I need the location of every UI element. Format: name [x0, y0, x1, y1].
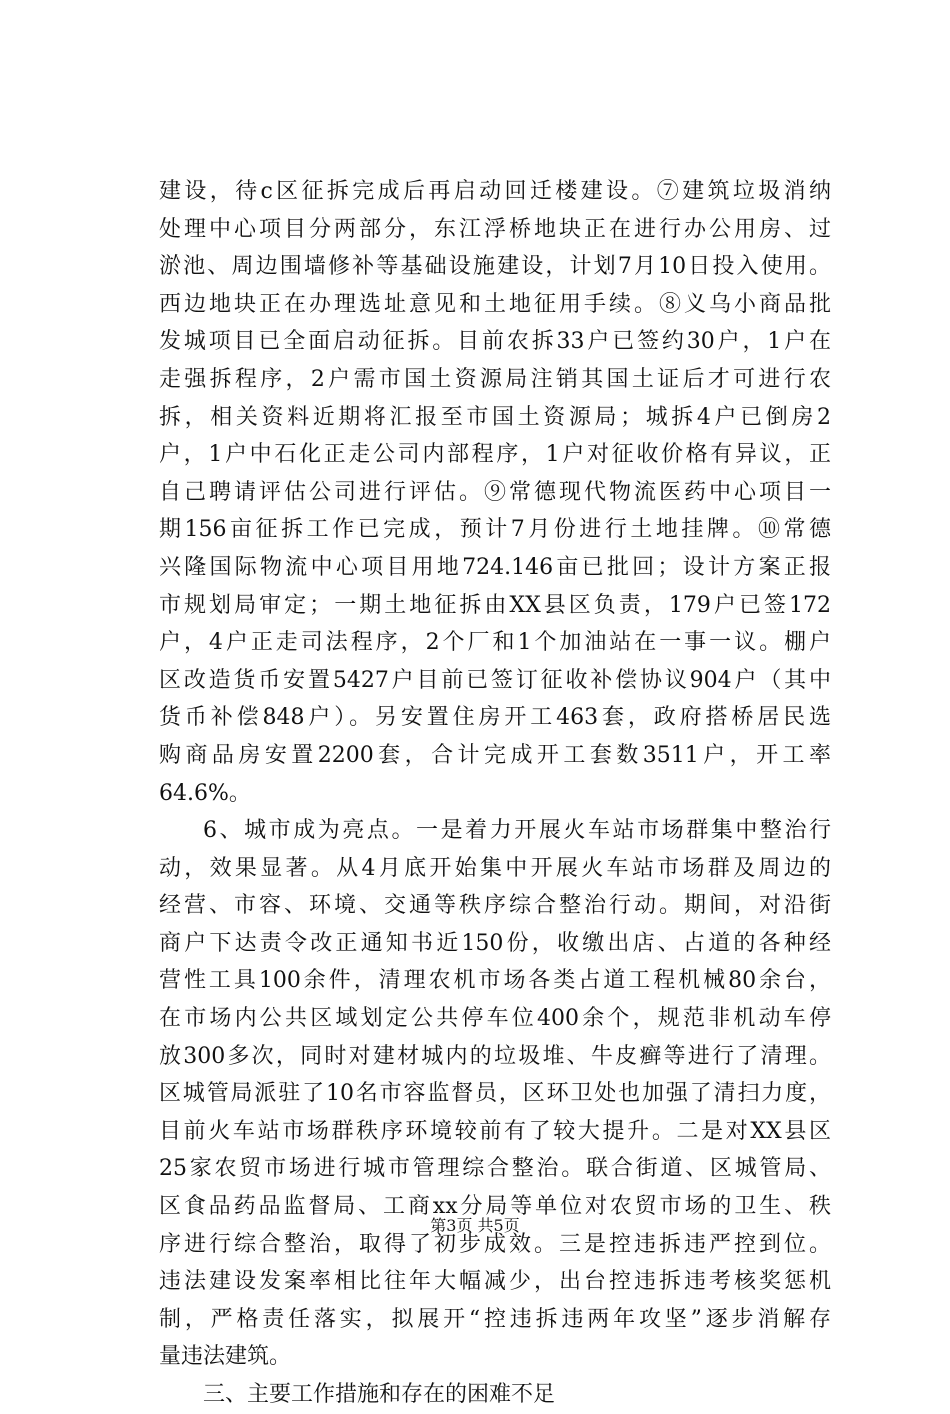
text-line: 三、主要工作措施和存在的困难不足 — [203, 1382, 556, 1407]
text-line: 户，1户中石化正走公司内部程序，1户对征收价格有异议，正 — [159, 442, 831, 468]
text-line: 营性工具100余件，清理农机市场各类占道工程机械80余台， — [159, 968, 831, 994]
text-line: 走强拆程序，2户需市国土资源局注销其国土证后才可进行农 — [159, 366, 831, 392]
text-line: 自己聘请评估公司进行评估。⑨常德现代物流医药中心项目一 — [159, 479, 831, 505]
text-line: 序进行综合整治，取得了初步成效。三是控违拆违严控到位。 — [159, 1231, 831, 1257]
text-line: 区城管局派驻了10名市容监督员，区环卫处也加强了清扫力度， — [159, 1081, 831, 1107]
text-line: 64.6%。 — [159, 780, 251, 806]
text-line: 目前火车站市场群秩序环境较前有了较大提升。二是对XX县区 — [159, 1118, 831, 1144]
text-line: 动，效果显著。从4月底开始集中开展火车站市场群及周边的 — [159, 855, 831, 881]
text-line: 货币补偿848户）。另安置住房开工463套，政府搭桥居民选 — [159, 705, 831, 731]
text-line: 商户下达责令改正通知书近150份，收缴出店、占道的各种经 — [159, 930, 831, 956]
text-line: 市规划局审定；一期土地征拆由XX县区负责，179户已签172 — [159, 592, 831, 618]
text-line: 区改造货币安置5427户目前已签订征收补偿协议904户（其中 — [159, 667, 831, 693]
text-line: 6、城市成为亮点。一是着力开展火车站市场群集中整治行 — [203, 818, 831, 844]
text-line: 购商品房安置2200套，合计完成开工套数3511户，开工率 — [159, 742, 831, 768]
text-line: 放300多次，同时对建材城内的垃圾堆、牛皮癣等进行了清理。 — [159, 1043, 831, 1069]
text-line: 西边地块正在办理选址意见和土地征用手续。⑧义乌小商品批 — [159, 291, 831, 317]
text-line: 户，4户正走司法程序，2个厂和1个加油站在一事一议。棚户 — [159, 630, 831, 656]
text-line: 建设，待c区征拆完成后再启动回迁楼建设。⑦建筑垃圾消纳 — [159, 179, 831, 204]
page-footer: 第3页 共5页 — [430, 1216, 520, 1235]
text-line: 兴隆国际物流中心项目用地724.146亩已批回；设计方案正报 — [159, 554, 831, 580]
text-line: 拆，相关资料近期将汇报至市国土资源局；城拆4户已倒房2 — [159, 404, 831, 430]
text-line: 区食品药品监督局、工商xx分局等单位对农贸市场的卫生、秩 — [159, 1194, 831, 1220]
text-line: 发城项目已全面启动征拆。目前农拆33户已签约30户，1户在 — [159, 329, 831, 355]
text-line: 经营、市容、环境、交通等秩序综合整治行动。期间，对沿街 — [159, 893, 831, 919]
text-line: 违法建设发案率相比往年大幅减少，出台控违拆违考核奖惩机 — [159, 1269, 831, 1295]
text-line: 25家农贸市场进行城市管理综合整治。联合街道、区城管局、 — [159, 1156, 831, 1182]
text-line: 期156亩征拆工作已完成，预计7月份进行土地挂牌。⑩常德 — [159, 517, 831, 543]
text-line: 在市场内公共区域划定公共停车位400余个，规范非机动车停 — [159, 1006, 831, 1032]
text-line: 制，严格责任落实，拟展开“控违拆违两年攻坚”逐步消解存 — [159, 1306, 831, 1332]
text-line: 处理中心项目分两部分，东江浮桥地块正在进行办公用房、过 — [159, 216, 831, 242]
text-line: 淤池、周边围墙修补等基础设施建设，计划7月10日投入使用。 — [159, 254, 831, 280]
text-line: 量违法建筑。 — [159, 1344, 292, 1370]
